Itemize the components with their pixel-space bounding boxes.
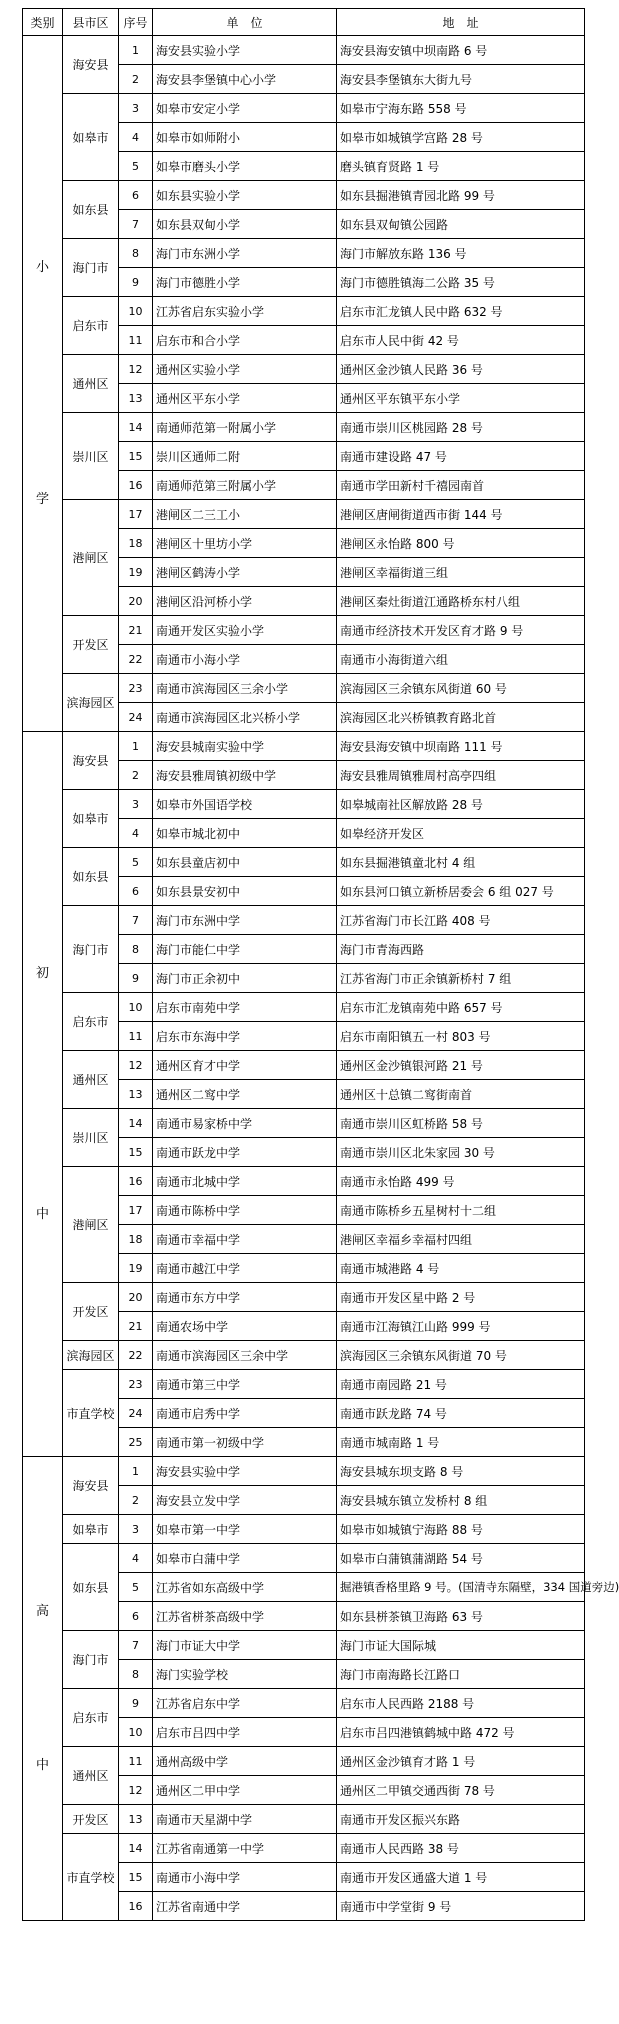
unit-cell: 如皋市白蒲中学 [153,1544,337,1573]
seq-cell: 17 [119,500,153,529]
unit-cell: 江苏省栟茶高级中学 [153,1602,337,1631]
county-cell: 市直学校 [63,1370,119,1457]
address-cell: 启东市汇龙镇南苑中路 657 号 [337,993,585,1022]
unit-cell: 如皋市磨头小学 [153,152,337,181]
county-cell: 滨海园区 [63,674,119,732]
unit-cell: 南通市陈桥中学 [153,1196,337,1225]
unit-cell: 南通市幸福中学 [153,1225,337,1254]
unit-cell: 如东县实验小学 [153,181,337,210]
address-cell: 南通市开发区通盛大道 1 号 [337,1863,585,1892]
address-cell: 南通市经济技术开发区育才路 9 号 [337,616,585,645]
address-cell: 南通市城港路 4 号 [337,1254,585,1283]
unit-cell: 启东市和合小学 [153,326,337,355]
unit-cell: 海安县城南实验中学 [153,732,337,761]
seq-cell: 16 [119,471,153,500]
address-cell: 如皋市白蒲镇蒲湖路 54 号 [337,1544,585,1573]
address-cell: 如皋市如城镇学宫路 28 号 [337,123,585,152]
seq-cell: 3 [119,94,153,123]
seq-cell: 12 [119,355,153,384]
address-cell: 港闸区幸福乡幸福村四组 [337,1225,585,1254]
seq-cell: 21 [119,1312,153,1341]
seq-cell: 12 [119,1776,153,1805]
seq-cell: 24 [119,1399,153,1428]
county-cell: 启东市 [63,1689,119,1747]
seq-cell: 10 [119,297,153,326]
unit-cell: 海安县雅周镇初级中学 [153,761,337,790]
category-char: 小 [35,259,49,275]
seq-cell: 13 [119,1080,153,1109]
unit-cell: 南通市跃龙中学 [153,1138,337,1167]
seq-cell: 11 [119,1022,153,1051]
category-cell [23,732,63,1457]
address-cell: 南通市小海街道六组 [337,645,585,674]
address-cell: 南通市人民西路 38 号 [337,1834,585,1863]
address-cell: 海门市解放东路 136 号 [337,239,585,268]
seq-cell: 9 [119,268,153,297]
address-cell: 南通市崇川区桃园路 28 号 [337,413,585,442]
address-cell: 磨头镇育贤路 1 号 [337,152,585,181]
seq-cell: 5 [119,1573,153,1602]
table-row [23,1544,585,1573]
table-row [23,1689,585,1718]
seq-cell: 10 [119,1718,153,1747]
table-row [23,239,585,268]
unit-cell: 海安县实验小学 [153,36,337,65]
address-cell: 江苏省海门市正余镇新桥村 7 组 [337,964,585,993]
address-cell: 南通市永怡路 499 号 [337,1167,585,1196]
unit-cell: 南通市越江中学 [153,1254,337,1283]
seq-cell: 18 [119,1225,153,1254]
unit-cell: 南通市第一初级中学 [153,1428,337,1457]
table-row [23,1747,585,1776]
header-county: 县市区 [63,9,119,36]
seq-cell: 24 [119,703,153,732]
county-cell: 海安县 [63,1457,119,1515]
seq-cell: 12 [119,1051,153,1080]
seq-cell: 4 [119,819,153,848]
table-row [23,355,585,384]
table-row [23,1283,585,1312]
seq-cell: 7 [119,906,153,935]
unit-cell: 南通市易家桥中学 [153,1109,337,1138]
category-cell [23,1457,63,1921]
county-cell: 通州区 [63,1747,119,1805]
table-row [23,1834,585,1863]
unit-cell: 如东县童店初中 [153,848,337,877]
seq-cell: 8 [119,1660,153,1689]
county-cell: 通州区 [63,355,119,413]
seq-cell: 8 [119,935,153,964]
category-char: 高 [35,1603,49,1619]
county-cell: 如东县 [63,848,119,906]
address-cell: 南通市学田新村千禧园南首 [337,471,585,500]
category-cell [23,36,63,732]
unit-cell: 港闸区十里坊小学 [153,529,337,558]
address-cell: 如东县河口镇立新桥居委会 6 组 027 号 [337,877,585,906]
county-cell: 如东县 [63,1544,119,1631]
unit-cell: 启东市东海中学 [153,1022,337,1051]
unit-cell: 如皋市第一中学 [153,1515,337,1544]
unit-cell: 如东县双甸小学 [153,210,337,239]
unit-cell: 江苏省南通中学 [153,1892,337,1921]
address-cell: 港闸区幸福街道三组 [337,558,585,587]
unit-cell: 海门市正余初中 [153,964,337,993]
unit-cell: 南通市第三中学 [153,1370,337,1399]
school-address-table [22,8,619,1921]
county-cell: 海门市 [63,239,119,297]
table-row [23,1109,585,1138]
address-cell: 滨海园区北兴桥镇教育路北首 [337,703,585,732]
county-cell: 如皋市 [63,1515,119,1544]
unit-cell: 通州高级中学 [153,1747,337,1776]
unit-cell: 如东县景安初中 [153,877,337,906]
table-row [23,674,585,703]
seq-cell: 5 [119,152,153,181]
seq-cell: 23 [119,674,153,703]
seq-cell: 25 [119,1428,153,1457]
seq-cell: 10 [119,993,153,1022]
address-cell: 南通市江海镇江山路 999 号 [337,1312,585,1341]
seq-cell: 2 [119,1486,153,1515]
address-cell: 海门市证大国际城 [337,1631,585,1660]
county-cell: 开发区 [63,1283,119,1341]
address-cell: 南通市南园路 21 号 [337,1370,585,1399]
address-cell: 江苏省海门市长江路 408 号 [337,906,585,935]
table-body [23,36,619,1921]
unit-cell: 港闸区鹤涛小学 [153,558,337,587]
seq-cell: 6 [119,181,153,210]
seq-cell: 14 [119,1834,153,1863]
seq-cell: 6 [119,1602,153,1631]
address-cell: 海安县雅周镇雅周村高亭四组 [337,761,585,790]
unit-cell: 港闸区二三工小 [153,500,337,529]
address-cell: 港闸区永怡路 800 号 [337,529,585,558]
address-cell: 南通市崇川区虹桥路 58 号 [337,1109,585,1138]
address-cell: 海安县海安镇中坝南路 6 号 [337,36,585,65]
county-cell: 通州区 [63,1051,119,1109]
seq-cell: 7 [119,210,153,239]
address-cell: 通州区二甲镇交通西街 78 号 [337,1776,585,1805]
unit-cell: 南通市滨海园区北兴桥小学 [153,703,337,732]
address-cell: 港闸区唐闸街道西市街 144 号 [337,500,585,529]
table-row [23,906,585,935]
address-cell: 启东市人民中街 42 号 [337,326,585,355]
unit-cell: 江苏省南通第一中学 [153,1834,337,1863]
unit-cell: 南通市东方中学 [153,1283,337,1312]
unit-cell: 如皋市安定小学 [153,94,337,123]
header-category: 类别 [23,9,63,36]
unit-cell: 南通师范第一附属小学 [153,413,337,442]
seq-cell: 9 [119,964,153,993]
unit-cell: 海门市能仁中学 [153,935,337,964]
unit-cell: 通州区二甲中学 [153,1776,337,1805]
county-cell: 启东市 [63,993,119,1051]
unit-cell: 启东市吕四中学 [153,1718,337,1747]
table-row [23,94,585,123]
unit-cell: 南通农场中学 [153,1312,337,1341]
address-cell: 海安县李堡镇东大街九号 [337,65,585,94]
seq-cell: 16 [119,1892,153,1921]
address-cell: 南通市建设路 47 号 [337,442,585,471]
address-cell: 海门市德胜镇海二公路 35 号 [337,268,585,297]
seq-cell: 4 [119,123,153,152]
county-cell: 海门市 [63,1631,119,1689]
address-cell: 通州区金沙镇银河路 21 号 [337,1051,585,1080]
seq-cell: 21 [119,616,153,645]
unit-cell: 南通市北城中学 [153,1167,337,1196]
address-cell: 启东市吕四港镇鹤城中路 472 号 [337,1718,585,1747]
seq-cell: 11 [119,1747,153,1776]
unit-cell: 海门市东洲小学 [153,239,337,268]
table-row [23,413,585,442]
seq-cell: 2 [119,761,153,790]
address-cell: 海安县城东镇立发桥村 8 组 [337,1486,585,1515]
table-row [23,1341,585,1370]
table-row [23,790,585,819]
unit-cell: 南通市滨海园区三余中学 [153,1341,337,1370]
unit-cell: 江苏省如东高级中学 [153,1573,337,1602]
address-cell: 海门市青海西路 [337,935,585,964]
address-cell: 启东市人民西路 2188 号 [337,1689,585,1718]
address-cell: 通州区金沙镇育才路 1 号 [337,1747,585,1776]
county-cell: 崇川区 [63,1109,119,1167]
table-row [23,1370,585,1399]
address-cell: 港闸区秦灶街道江通路桥东村八组 [337,587,585,616]
seq-cell: 6 [119,877,153,906]
unit-cell: 通州区平东小学 [153,384,337,413]
unit-cell: 通州区实验小学 [153,355,337,384]
county-cell: 港闸区 [63,1167,119,1283]
unit-cell: 通州区二窎中学 [153,1080,337,1109]
table-row [23,732,585,761]
seq-cell: 15 [119,1863,153,1892]
county-cell: 如皋市 [63,790,119,848]
unit-cell: 港闸区沿河桥小学 [153,587,337,616]
header-unit: 单 位 [153,9,337,36]
seq-cell: 20 [119,1283,153,1312]
category-char: 学 [35,491,49,507]
seq-cell: 1 [119,36,153,65]
seq-cell: 9 [119,1689,153,1718]
unit-cell: 海门实验学校 [153,1660,337,1689]
header-address: 地 址 [337,9,585,36]
seq-cell: 3 [119,790,153,819]
table-row [23,616,585,645]
address-cell: 滨海园区三余镇东风街道 60 号 [337,674,585,703]
unit-cell: 南通市启秀中学 [153,1399,337,1428]
county-cell: 开发区 [63,1805,119,1834]
address-cell: 海门市南海路长江路口 [337,1660,585,1689]
seq-cell: 11 [119,326,153,355]
table-row [23,1805,585,1834]
unit-cell: 南通师范第三附属小学 [153,471,337,500]
seq-cell: 4 [119,1544,153,1573]
unit-cell: 海门市东洲中学 [153,906,337,935]
address-cell: 南通市开发区星中路 2 号 [337,1283,585,1312]
address-cell: 通州区平东镇平东小学 [337,384,585,413]
address-cell: 南通市崇川区北朱家园 30 号 [337,1138,585,1167]
seq-cell: 13 [119,384,153,413]
address-cell: 启东市南阳镇五一村 803 号 [337,1022,585,1051]
table-row [23,297,585,326]
unit-cell: 南通市小海小学 [153,645,337,674]
unit-cell: 如皋市城北初中 [153,819,337,848]
seq-cell: 16 [119,1167,153,1196]
address-cell: 如皋经济开发区 [337,819,585,848]
address-cell: 如东县掘港镇童北村 4 组 [337,848,585,877]
county-cell: 崇川区 [63,413,119,500]
table-row [23,1051,585,1080]
unit-cell: 启东市南苑中学 [153,993,337,1022]
county-cell: 市直学校 [63,1834,119,1921]
address-cell: 如皋市宁海东路 558 号 [337,94,585,123]
seq-cell: 22 [119,645,153,674]
category-char: 中 [35,1207,49,1222]
county-cell: 海安县 [63,36,119,94]
header-row [23,9,585,36]
table-row [23,1457,585,1486]
unit-cell: 海门市证大中学 [153,1631,337,1660]
county-cell: 港闸区 [63,500,119,616]
seq-cell: 1 [119,732,153,761]
address-cell: 南通市陈桥乡五星树村十二组 [337,1196,585,1225]
unit-cell: 南通市小海中学 [153,1863,337,1892]
address-cell: 海安县城东坝支路 8 号 [337,1457,585,1486]
seq-cell: 22 [119,1341,153,1370]
unit-cell: 江苏省启东中学 [153,1689,337,1718]
unit-cell: 海安县立发中学 [153,1486,337,1515]
address-cell: 通州区十总镇二窎街南首 [337,1080,585,1109]
address-cell: 南通市城南路 1 号 [337,1428,585,1457]
category-char: 中 [35,1757,49,1773]
unit-cell: 如皋市如师附小 [153,123,337,152]
county-cell: 如东县 [63,181,119,239]
unit-cell: 海门市德胜小学 [153,268,337,297]
unit-cell: 南通市滨海园区三余小学 [153,674,337,703]
table-row [23,1515,585,1544]
unit-cell: 南通开发区实验小学 [153,616,337,645]
seq-cell: 1 [119,1457,153,1486]
seq-cell: 18 [119,529,153,558]
table-row [23,36,585,65]
seq-cell: 5 [119,848,153,877]
seq-cell: 8 [119,239,153,268]
seq-cell: 20 [119,587,153,616]
unit-cell: 海安县李堡镇中心小学 [153,65,337,94]
table-row [23,993,585,1022]
seq-cell: 13 [119,1805,153,1834]
county-cell: 如皋市 [63,94,119,181]
unit-cell: 南通市天星湖中学 [153,1805,337,1834]
seq-cell: 14 [119,413,153,442]
category-char: 初 [35,966,49,981]
county-cell: 海安县 [63,732,119,790]
county-cell: 开发区 [63,616,119,674]
county-cell: 海门市 [63,906,119,993]
county-cell: 启东市 [63,297,119,355]
address-cell: 掘港镇香格里路 9 号。(国清寺东隔壁，334 国道旁边) [337,1573,585,1602]
seq-cell: 19 [119,558,153,587]
address-cell: 如东县双甸镇公园路 [337,210,585,239]
unit-cell: 通州区育才中学 [153,1051,337,1080]
address-cell: 如东县掘港镇青园北路 99 号 [337,181,585,210]
table-row [23,848,585,877]
header-seq: 序号 [119,9,153,36]
county-cell: 滨海园区 [63,1341,119,1370]
seq-cell: 3 [119,1515,153,1544]
unit-cell: 崇川区通师二附 [153,442,337,471]
seq-cell: 2 [119,65,153,94]
seq-cell: 14 [119,1109,153,1138]
seq-cell: 15 [119,442,153,471]
unit-cell: 海安县实验中学 [153,1457,337,1486]
seq-cell: 23 [119,1370,153,1399]
table-row [23,1167,585,1196]
unit-cell: 如皋市外国语学校 [153,790,337,819]
address-cell: 如皋市如城镇宁海路 88 号 [337,1515,585,1544]
address-cell: 如皋城南社区解放路 28 号 [337,790,585,819]
table-row [23,181,585,210]
address-cell: 通州区金沙镇人民路 36 号 [337,355,585,384]
table-row [23,500,585,529]
address-cell: 海安县海安镇中坝南路 111 号 [337,732,585,761]
seq-cell: 17 [119,1196,153,1225]
address-cell: 南通市中学堂街 9 号 [337,1892,585,1921]
address-cell: 南通市开发区振兴东路 [337,1805,585,1834]
address-cell: 南通市跃龙路 74 号 [337,1399,585,1428]
seq-cell: 19 [119,1254,153,1283]
table-row [23,1631,585,1660]
address-cell: 启东市汇龙镇人民中路 632 号 [337,297,585,326]
address-cell: 如东县栟茶镇卫海路 63 号 [337,1602,585,1631]
address-cell: 滨海园区三余镇东风街道 70 号 [337,1341,585,1370]
unit-cell: 江苏省启东实验小学 [153,297,337,326]
seq-cell: 15 [119,1138,153,1167]
seq-cell: 7 [119,1631,153,1660]
